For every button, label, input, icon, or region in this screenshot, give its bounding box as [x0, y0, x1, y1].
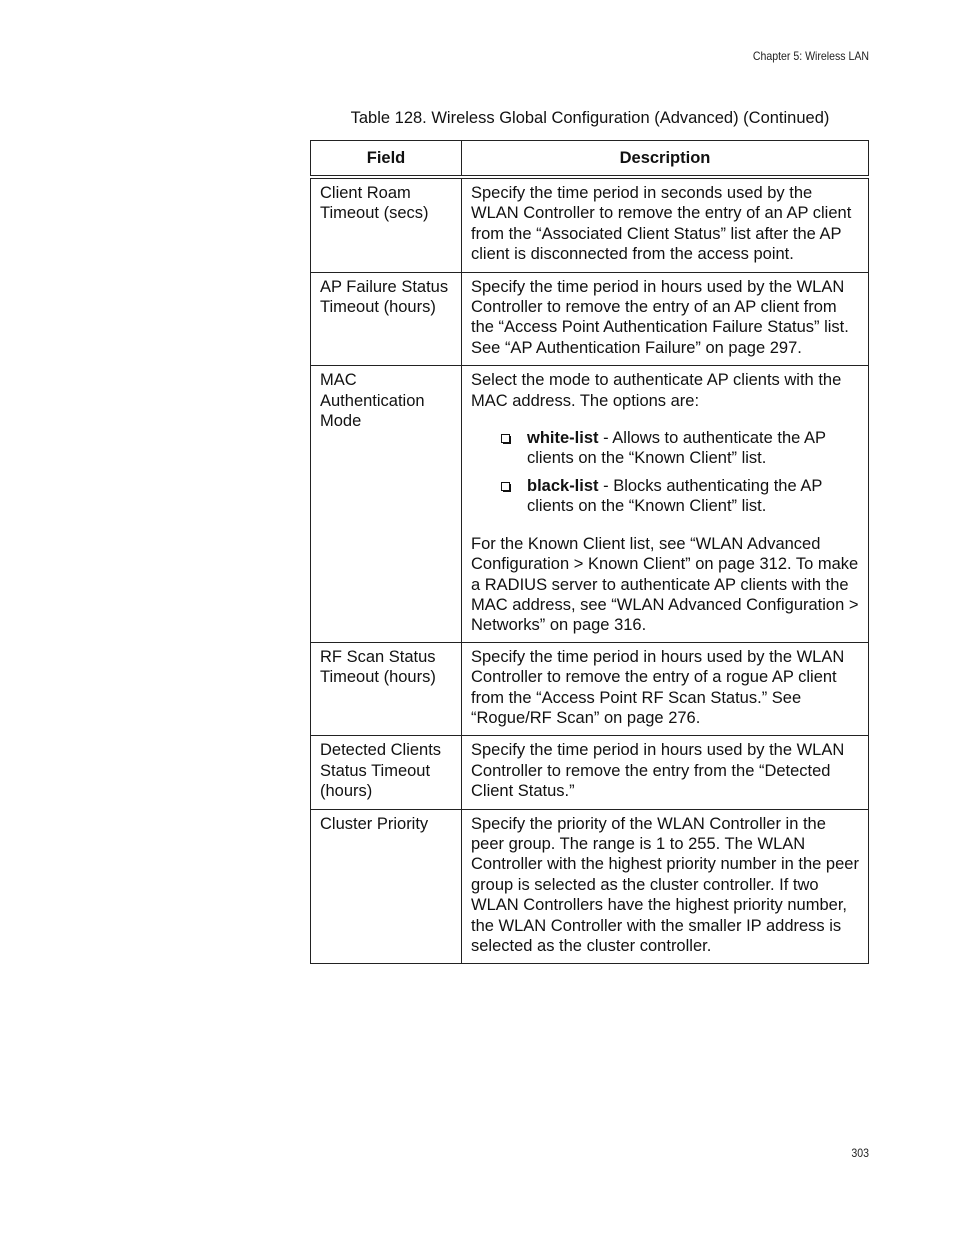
- checkbox-bullet-icon: [501, 434, 510, 443]
- description-cell: Specify the priority of the WLAN Controller in the peer group. The range is 1 to 255. The WLAN Controller with the highest priority number in the peer group is selected as the cluster controller. If two WLAN Controllers have the highest priority number, the WLAN Controller with the smaller IP address is selected as the cluster controller.: [462, 809, 869, 964]
- description-cell: Specify the time period in seconds used by the WLAN Controller to remove the entry of an AP client from the “Associated Client Status” list after the AP client is disconnected from the access point.: [462, 177, 869, 272]
- field-cell: Detected Clients Status Timeout (hours): [311, 736, 462, 809]
- option-text: - Blocks authenticating the AP clients on the “Known Client” list.: [527, 476, 823, 516]
- table-row: [311, 809, 869, 964]
- field-cell: RF Scan Status Timeout (hours): [311, 642, 462, 736]
- running-head: Chapter 5: Wireless LAN: [752, 49, 869, 63]
- table-header-row: [311, 141, 869, 178]
- description-outro: For the Known Client list, see “WLAN Advanced Configuration > Known Client” on page 312. To make a RADIUS server to authenticate AP clients with the MAC address, see “WLAN Advanced Configuration > Networks” on page 316.: [471, 534, 859, 635]
- list-item: [471, 476, 860, 517]
- table-row: [311, 736, 869, 809]
- field-cell: Client Roam Timeout (secs): [311, 177, 462, 272]
- field-cell: Cluster Priority: [311, 809, 462, 964]
- table-row: [311, 642, 869, 736]
- options-list: [471, 428, 860, 517]
- list-item: [471, 428, 860, 469]
- table-row: [311, 272, 869, 366]
- column-header-field: Field: [311, 141, 462, 178]
- option-term: white-list: [527, 429, 599, 448]
- description-cell: [462, 366, 869, 642]
- description-cell: Specify the time period in hours used by the WLAN Controller to remove the entry of a rogue AP client from the “Access Point RF Scan Status.” See “Rogue/RF Scan” on page 276.: [462, 642, 869, 736]
- checkbox-bullet-icon: [501, 482, 510, 491]
- field-cell: AP Failure Status Timeout (hours): [311, 272, 462, 366]
- wireless-global-config-table: [310, 140, 869, 964]
- field-cell: MAC Authentication Mode: [311, 366, 462, 642]
- table-caption: Table 128. Wireless Global Configuration (Advanced) (Continued): [350, 109, 830, 127]
- page-number: 303: [851, 1146, 869, 1160]
- description-cell: Specify the time period in hours used by the WLAN Controller to remove the entry of an AP client from the “Access Point Authentication Failure Status” list. See “AP Authentication Failure” on page 297.: [462, 272, 869, 366]
- description-cell: Specify the time period in hours used by the WLAN Controller to remove the entry from the “Detected Client Status.”: [462, 736, 869, 809]
- option-term: black-list: [527, 476, 599, 495]
- option-text: - Allows to authenticate the AP clients on the “Known Client” list.: [527, 429, 826, 468]
- description-intro: Select the mode to authenticate AP clients with the MAC address. The options are:: [471, 371, 842, 410]
- table-row: [311, 366, 869, 642]
- table-row: [311, 177, 869, 272]
- column-header-description: Description: [462, 141, 869, 178]
